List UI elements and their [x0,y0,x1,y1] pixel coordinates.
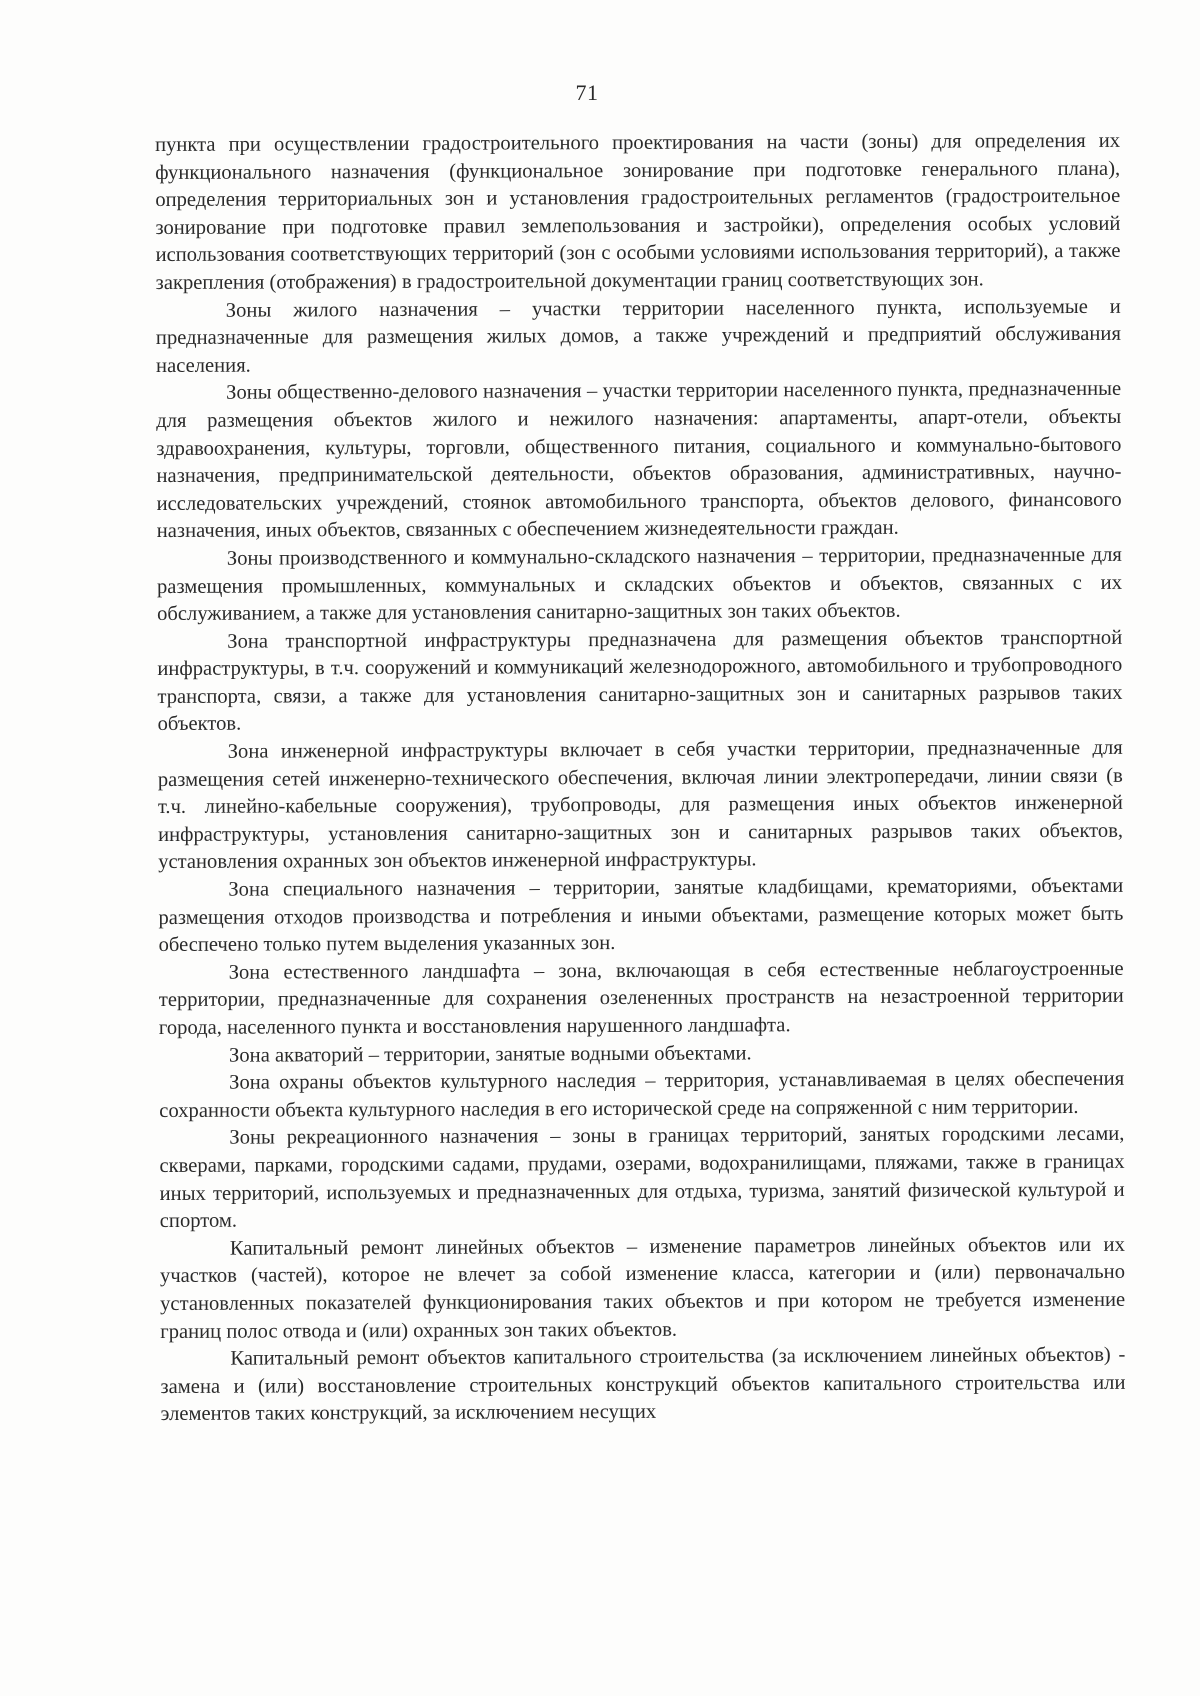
paragraph-transport-zone: Зона транспортной инфраструктуры предназначена для размещения объектов транспортной инфраструктуры, в т.ч. сооружений и коммуникаций железнодорожного, автомобильного и трубопроводного транспорта, связи, а также для установления санитарно-защитных зон и санитарных разрывов таких объектов. [157,626,1123,736]
paragraph-water-zone: Зона акваторий – территории, занятые водными объектами. [228,1041,752,1067]
paragraph-capital-repair: Капитальный ремонт объектов капитального строительства (за исключением линейных объектов) - замена и (или) восстановление строительных конструкций объектов капитального строительства или элементов таких конструкций, за исключением несущих [160,1343,1126,1426]
paragraph-engineering-zone: Зона инженерной инфраструктуры включает в себя участки территории, предназначенные для размещения сетей инженерно-технического обеспечения, включая линии электропередачи, линии связи (в т.ч. линейно-кабельные сооружения), трубопроводы, для размещения иных объектов инженерной инфраструктуры, установления санитарно-защитных зон и санитарных разрывов таких объектов, установления охранных зон объектов инженерной инфраструктуры. [157,736,1124,874]
paragraph-natural-landscape-zone: Зона естественного ландшафта – зона, включающая в себя естественные неблагоустроенные территории, предназначенные для сохранения озелененных пространств на незастроенной территории города, населенного пункта и восстановления нарушенного ландшафта. [158,957,1124,1039]
body-text [155,128,1126,1429]
paragraph-heritage-zone: Зона охраны объектов культурного наследия – территория, устанавливаемая в целях обеспечения сохранности объекта культурного наследия в его исторической среде на сопряженной с ним территории. [159,1067,1125,1122]
paragraph-continuation: пункта при осуществлении градостроительного проектирования на части (зоны) для определения их функционального назначения (функциональное зонирование при подготовке генерального плана), определения территориальных зон и установления градостроительных регламентов (градостроительное зонирование при подготовке правил землепользования и застройки), определения особых условий использования соответствующих территорий (зон с особыми условиями использования территорий), а также закрепления (отображения) в градостроительной документации границ соответствующих зон. [155,129,1121,294]
paragraph-linear-repair: Капитальный ремонт линейных объектов – изменение параметров линейных объектов или их участков (частей), которое не влечет за собой изменение класса, категории и (или) первоначально установленных показателей функционирования таких объектов и при котором не требуется изменение границ полос отвода и (или) охранных зон таких объектов. [159,1233,1126,1343]
page-number: 71 [575,80,599,105]
paragraph-recreation-zones: Зоны рекреационного назначения – зоны в границах территорий, занятых городскими лесами, скверами, парками, городскими садами, прудами, озерами, водохранилищами, пляжами, также в границах иных территорий, используемых и предназначенных для отдыха, туризма, занятий физической культурой и спортом. [159,1123,1125,1233]
paragraph-industrial-zones: Зоны производственного и коммунально-складского назначения – территории, предназначенные для размещения промышленных, коммунальных и складских объектов и объектов, связанных с их обслуживанием, а также для установления санитарно-защитных зон таких объектов. [156,543,1123,626]
paragraph-special-zone: Зона специального назначения – территории, занятые кладбищами, крематориями, объектами размещения отходов производства и потребления и иными объектами, размещение которых может быть обеспечено только путем выделения указанных зон. [158,874,1124,957]
paragraph-residential-zones: Зоны жилого назначения – участки территории населенного пункта, используемые и предназначенные для размещения жилых домов, а также учреждений и предприятий обслуживания населения. [155,295,1121,377]
paragraph-public-business-zones: Зоны общественно-делового назначения – участки территории населенного пункта, предназначенные для размещения объектов жилого и нежилого назначения: апартаменты, апарт-отели, объекты здравоохранения, культуры, торговли, общественного питания, социального и коммунально-бытового назначения, предпринимательской деятельности, объектов образования, административных, научно-исследовательских учреждений, стоянок автомобильного транспорта, объектов делового, финансового назначения, иных объектов, связанных с обеспечением жизнедеятельности граждан. [156,378,1122,543]
